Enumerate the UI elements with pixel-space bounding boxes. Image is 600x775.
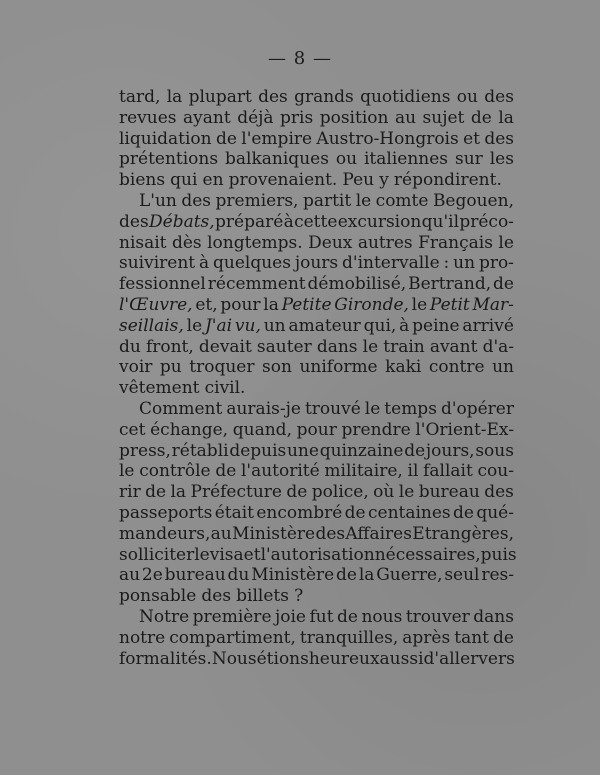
word: pour bbox=[296, 419, 337, 440]
word: arrivé bbox=[462, 315, 514, 336]
word: Ministère bbox=[251, 565, 335, 586]
word: Comment bbox=[139, 398, 223, 419]
word: le bbox=[364, 398, 381, 419]
text-line bbox=[119, 524, 514, 545]
word: de bbox=[215, 128, 237, 149]
word: qui, bbox=[363, 315, 397, 336]
text-line bbox=[119, 87, 514, 108]
word: cou- bbox=[477, 461, 514, 482]
word: le bbox=[186, 315, 203, 336]
word: sur bbox=[454, 149, 483, 170]
word: préparé bbox=[215, 211, 284, 232]
word: pu bbox=[159, 357, 182, 378]
word: Peu bbox=[342, 170, 375, 191]
word: ponsable bbox=[119, 586, 197, 607]
word: comte bbox=[375, 190, 429, 211]
word: le bbox=[362, 336, 379, 357]
word: plupart bbox=[188, 87, 252, 107]
word: un bbox=[263, 315, 286, 336]
word: des bbox=[484, 87, 514, 107]
word: l'Orient-Ex- bbox=[415, 419, 514, 440]
word: le bbox=[194, 544, 210, 565]
word: devait bbox=[198, 336, 252, 357]
word: Gironde, bbox=[334, 294, 409, 315]
word: et, bbox=[195, 294, 218, 315]
text-line bbox=[119, 108, 514, 129]
text-line bbox=[119, 503, 514, 524]
text-line bbox=[119, 233, 514, 254]
word: d'opérer bbox=[440, 398, 514, 419]
word: passeports bbox=[119, 502, 213, 523]
word: le bbox=[411, 294, 428, 315]
word: un bbox=[453, 253, 476, 274]
word: joie bbox=[274, 606, 306, 627]
word: d'a- bbox=[482, 336, 514, 357]
word: des bbox=[181, 190, 212, 211]
word: des bbox=[119, 211, 149, 232]
page-number: — 8 — bbox=[268, 48, 332, 69]
word: prendre bbox=[341, 419, 411, 440]
word: pour bbox=[220, 294, 261, 315]
word: premiers, bbox=[215, 190, 299, 211]
word: cet bbox=[119, 419, 146, 440]
word: et bbox=[243, 544, 261, 565]
word: seul bbox=[444, 565, 480, 586]
word: Français bbox=[418, 232, 493, 253]
text-line bbox=[119, 316, 514, 337]
word: quinzaine bbox=[319, 440, 404, 461]
word: échange, bbox=[150, 419, 229, 440]
word: excursion bbox=[337, 211, 422, 232]
word: biens bbox=[119, 170, 166, 191]
word: avant bbox=[429, 336, 478, 357]
word: 2e bbox=[141, 565, 163, 586]
text-line bbox=[119, 357, 514, 378]
word: autres bbox=[357, 232, 413, 253]
word: la bbox=[166, 87, 183, 107]
word: notre bbox=[119, 627, 166, 648]
word: l'empire bbox=[241, 128, 313, 149]
word: mandeurs, bbox=[119, 523, 211, 544]
word: dès bbox=[171, 232, 202, 253]
word: encombré bbox=[256, 502, 343, 523]
word: : bbox=[443, 253, 450, 274]
word: de bbox=[493, 627, 514, 648]
word: démobilisé, bbox=[307, 274, 407, 295]
word: du bbox=[227, 565, 250, 586]
word: au bbox=[210, 523, 232, 544]
word: ? bbox=[294, 586, 304, 607]
word: de bbox=[215, 461, 237, 482]
word: à bbox=[283, 211, 294, 232]
word: tant bbox=[454, 627, 489, 648]
text-line bbox=[119, 212, 514, 233]
word: des bbox=[484, 482, 514, 503]
text-line bbox=[119, 170, 514, 191]
word: billets bbox=[236, 586, 289, 607]
word: temps bbox=[384, 398, 437, 419]
word: Petite bbox=[281, 294, 332, 315]
word: Nous bbox=[211, 648, 257, 669]
word: jours, bbox=[425, 440, 475, 461]
word: compartiment, bbox=[169, 627, 296, 648]
word: fallait bbox=[423, 461, 473, 482]
word: le bbox=[355, 190, 372, 211]
word: de bbox=[493, 274, 514, 295]
word: kaki bbox=[385, 357, 422, 378]
word: bureau bbox=[418, 482, 480, 503]
word: des bbox=[201, 586, 232, 607]
word: était bbox=[214, 502, 254, 523]
word: jours bbox=[294, 253, 339, 274]
word: il bbox=[407, 461, 419, 482]
word: Ministère bbox=[232, 523, 316, 544]
word: vu, bbox=[234, 315, 261, 336]
text-line bbox=[119, 274, 514, 295]
word: fut bbox=[309, 606, 334, 627]
word: fessionnel bbox=[119, 274, 206, 295]
word: les bbox=[489, 149, 514, 170]
word: visa bbox=[209, 544, 244, 565]
word: Mar- bbox=[472, 294, 514, 315]
word: heureux bbox=[308, 648, 380, 669]
word: quand, bbox=[232, 419, 292, 440]
text-line bbox=[119, 378, 514, 399]
word: d'aller bbox=[423, 648, 479, 669]
word: Guerre, bbox=[376, 565, 443, 586]
text-line bbox=[119, 649, 514, 670]
word: italiennes bbox=[364, 149, 449, 170]
word: Etrangères, bbox=[412, 523, 514, 544]
word: le bbox=[498, 232, 514, 253]
word: revues bbox=[119, 107, 177, 128]
text-line bbox=[119, 399, 514, 420]
word: police, bbox=[311, 482, 369, 503]
text-line bbox=[119, 628, 514, 649]
word: L'un bbox=[139, 190, 177, 211]
text-line bbox=[119, 253, 514, 274]
word: nous bbox=[361, 606, 403, 627]
word: cette bbox=[294, 211, 338, 232]
word: rétabli bbox=[171, 440, 229, 461]
word: tranquilles, bbox=[299, 627, 399, 648]
word: au bbox=[119, 565, 141, 586]
word: répondirent. bbox=[393, 170, 502, 191]
word: et bbox=[463, 128, 480, 149]
word: Begouen, bbox=[432, 190, 514, 211]
word: liquidation bbox=[119, 128, 212, 149]
word: Préfecture bbox=[190, 482, 282, 503]
word: nisait bbox=[119, 232, 167, 253]
word: centaines bbox=[367, 502, 451, 523]
text-line bbox=[119, 441, 514, 462]
word: grands bbox=[294, 87, 354, 107]
word: aurais-je bbox=[226, 398, 301, 419]
word: de bbox=[344, 502, 366, 523]
word: position bbox=[319, 107, 389, 128]
word: uniforme bbox=[299, 357, 378, 378]
word: solliciter bbox=[119, 544, 195, 565]
word: sujet bbox=[422, 107, 465, 128]
word: bureau bbox=[164, 565, 226, 586]
word: contre bbox=[428, 357, 485, 378]
word: un bbox=[492, 357, 514, 378]
word: Petit bbox=[429, 294, 470, 315]
word: récemment bbox=[207, 274, 306, 295]
word: qui bbox=[170, 170, 198, 191]
word: le bbox=[119, 461, 135, 482]
word: Notre bbox=[139, 606, 190, 627]
word: balkaniques bbox=[225, 149, 329, 170]
word: pris bbox=[280, 107, 314, 128]
word: partit bbox=[302, 190, 352, 211]
text-line bbox=[119, 461, 514, 482]
word: son bbox=[262, 357, 292, 378]
text-line bbox=[119, 337, 514, 358]
text-line bbox=[119, 607, 514, 628]
word: de bbox=[145, 482, 167, 503]
word: après bbox=[402, 627, 451, 648]
word: au bbox=[394, 107, 417, 128]
word: à bbox=[399, 315, 410, 336]
word: qu'il bbox=[421, 211, 460, 232]
word: seillais, bbox=[119, 315, 184, 336]
word: la bbox=[498, 107, 514, 128]
word: vers bbox=[478, 648, 515, 669]
word: provenaient. bbox=[228, 170, 338, 191]
word: des bbox=[315, 523, 346, 544]
word: de bbox=[453, 502, 474, 523]
word: de bbox=[470, 107, 492, 128]
word: qué- bbox=[476, 502, 514, 523]
text-line bbox=[119, 544, 517, 566]
word: sauter bbox=[256, 336, 312, 357]
word: où bbox=[373, 482, 395, 503]
word: la bbox=[170, 482, 187, 503]
word: Austro-Hongrois bbox=[316, 128, 459, 149]
word: voir bbox=[119, 357, 153, 378]
word: ou bbox=[335, 149, 358, 170]
word: civil. bbox=[204, 378, 246, 399]
word: rir bbox=[119, 482, 141, 503]
word: la bbox=[263, 294, 279, 315]
word: déjà bbox=[237, 107, 274, 128]
word: une bbox=[286, 440, 319, 461]
word: militaire, bbox=[324, 461, 403, 482]
word: front, bbox=[145, 336, 194, 357]
word: res- bbox=[481, 565, 514, 586]
word: Bertrand, bbox=[408, 274, 492, 295]
text-line bbox=[119, 565, 514, 586]
word: quelques bbox=[213, 253, 291, 274]
word: de bbox=[286, 482, 308, 503]
word: sous bbox=[475, 440, 514, 461]
word: nécessaires, bbox=[374, 544, 481, 565]
word: première bbox=[192, 606, 272, 627]
word: en bbox=[202, 170, 224, 191]
word: depuis bbox=[229, 440, 287, 461]
word: des bbox=[484, 128, 514, 149]
word: du bbox=[119, 336, 141, 357]
word: préco- bbox=[459, 211, 514, 232]
word: l'autorisation bbox=[260, 544, 375, 565]
text-line bbox=[119, 586, 514, 607]
word: Deux bbox=[308, 232, 353, 253]
word: dans bbox=[473, 606, 514, 627]
word: ou bbox=[456, 87, 478, 107]
word: étions bbox=[256, 648, 309, 669]
word: formalités. bbox=[119, 648, 212, 669]
word: contrôle bbox=[139, 461, 211, 482]
word: quotidiens bbox=[360, 87, 451, 107]
text-line bbox=[119, 149, 514, 170]
word: peine bbox=[412, 315, 460, 336]
text-line bbox=[119, 191, 514, 212]
text-line bbox=[119, 482, 514, 503]
word: des bbox=[258, 87, 288, 107]
word: Débats, bbox=[149, 211, 215, 232]
word: vêtement bbox=[119, 378, 200, 399]
word: suivirent bbox=[119, 253, 196, 274]
word: press, bbox=[119, 440, 171, 461]
word: Affaires bbox=[345, 523, 412, 544]
word: de bbox=[337, 606, 358, 627]
text-line bbox=[119, 129, 514, 150]
word: longtemps. bbox=[207, 232, 303, 253]
word: trouver bbox=[405, 606, 470, 627]
word: trouvé bbox=[304, 398, 361, 419]
word: troquer bbox=[189, 357, 255, 378]
body-text bbox=[119, 87, 517, 669]
word: prétentions bbox=[119, 149, 219, 170]
word: ayant bbox=[183, 107, 231, 128]
word: dans bbox=[316, 336, 358, 357]
word: train bbox=[383, 336, 425, 357]
word: la bbox=[358, 565, 375, 586]
word: pro- bbox=[478, 253, 514, 274]
word: aussi bbox=[379, 648, 424, 669]
word: de bbox=[404, 440, 426, 461]
word: puis bbox=[480, 544, 517, 565]
word: le bbox=[398, 482, 415, 503]
text-line bbox=[119, 295, 514, 316]
word: J'ai bbox=[204, 315, 233, 336]
word: l'Œuvre, bbox=[119, 294, 193, 315]
word: d'intervalle bbox=[342, 253, 440, 274]
word: y bbox=[379, 170, 389, 191]
text-line bbox=[119, 420, 514, 441]
word: tard, bbox=[119, 87, 161, 107]
word: à bbox=[199, 253, 210, 274]
word: de bbox=[336, 565, 357, 586]
word: l'autorité bbox=[240, 461, 320, 482]
word: amateur bbox=[288, 315, 361, 336]
